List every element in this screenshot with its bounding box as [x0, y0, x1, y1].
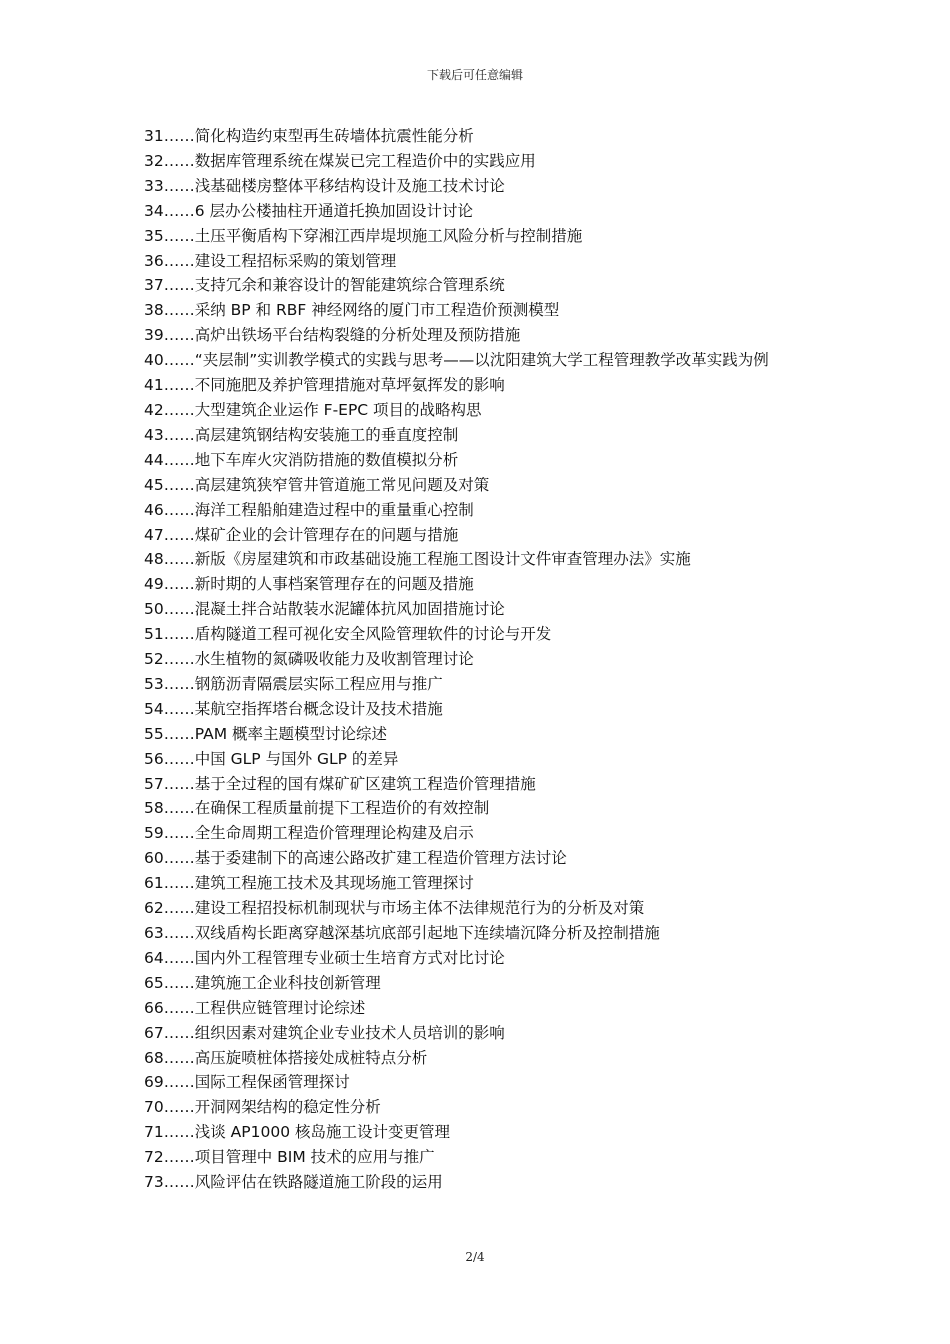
- list-item: [144, 398, 810, 423]
- entry-title: 基于全过程的国有煤矿矿区建筑工程造价管理措施: [194, 774, 536, 793]
- entry-separator: ……: [163, 301, 195, 320]
- list-item: [144, 896, 810, 921]
- entry-separator: ……: [163, 1123, 195, 1142]
- entry-title: 浅谈 AP1000 核岛施工设计变更管理: [194, 1123, 450, 1142]
- list-item: [144, 124, 810, 149]
- list-item: [144, 1070, 810, 1095]
- entry-separator: ……: [163, 400, 195, 419]
- list-item: [144, 722, 810, 747]
- entry-separator: ……: [163, 724, 195, 743]
- entry-title: 钢筋沥青隔震层实际工程应用与推广: [194, 674, 443, 693]
- list-item: [144, 747, 810, 772]
- entry-title: 6 层办公楼抽柱开通道托换加固设计讨论: [194, 201, 474, 220]
- entry-title: 采纳 BP 和 RBF 神经网络的厦门市工程造价预测模型: [194, 301, 560, 320]
- list-item: [144, 1145, 810, 1170]
- entry-title: 高压旋喷桩体搭接处成桩特点分析: [194, 1048, 428, 1067]
- entry-separator: ……: [163, 874, 195, 893]
- entry-number: 71: [144, 1123, 164, 1142]
- list-item: [144, 323, 810, 348]
- entry-separator: ……: [163, 127, 195, 145]
- list-item: [144, 572, 810, 597]
- entry-number: 73: [144, 1173, 164, 1192]
- entry-separator: ……: [163, 1048, 195, 1067]
- list-item: [144, 373, 810, 398]
- entry-separator: ……: [163, 326, 195, 345]
- entry-number: 68: [144, 1048, 164, 1067]
- list-item: [144, 1120, 810, 1145]
- entry-title: 数据库管理系统在煤炭已完工程造价中的实践应用: [194, 151, 536, 170]
- entry-separator: ……: [163, 276, 195, 295]
- entry-separator: ……: [163, 899, 195, 918]
- entry-number: 55: [144, 724, 164, 743]
- entry-separator: ……: [163, 600, 195, 619]
- entry-number: 59: [144, 824, 164, 843]
- entry-title: 支持冗余和兼容设计的智能建筑综合管理系统: [194, 276, 505, 295]
- entry-number: 54: [144, 699, 164, 718]
- entry-title: 不同施肥及养护管理措施对草坪氨挥发的影响: [194, 376, 505, 395]
- entry-number: 72: [144, 1148, 164, 1167]
- entry-list: [144, 124, 810, 1195]
- entry-title: 项目管理中 BIM 技术的应用与推广: [194, 1148, 435, 1167]
- entry-separator: ……: [163, 550, 195, 569]
- list-item: [144, 423, 810, 448]
- list-item: [144, 348, 810, 373]
- entry-title: 某航空指挥塔台概念设计及技术措施: [194, 699, 443, 718]
- entry-title: 在确保工程质量前提下工程造价的有效控制: [194, 799, 490, 818]
- entry-number: 47: [144, 525, 164, 544]
- list-item: [144, 697, 810, 722]
- entry-number: 40: [144, 351, 164, 370]
- entry-title: 基于委建制下的高速公路改扩建工程造价管理方法讨论: [194, 849, 567, 868]
- entry-separator: ……: [163, 1023, 195, 1042]
- entry-separator: ……: [163, 774, 195, 793]
- entry-number: 56: [144, 749, 164, 768]
- entry-separator: ……: [163, 998, 195, 1017]
- list-item: [144, 772, 810, 797]
- entry-title: 组织因素对建筑企业专业技术人员培训的影响: [194, 1023, 505, 1042]
- list-item: [144, 1095, 810, 1120]
- page-header: 下载后可任意编辑: [426, 68, 523, 82]
- list-item: [144, 498, 810, 523]
- entry-number: 31: [144, 127, 164, 145]
- entry-separator: ……: [163, 849, 195, 868]
- entry-number: 53: [144, 674, 164, 693]
- entry-number: 42: [144, 400, 164, 419]
- entry-separator: ……: [163, 674, 195, 693]
- entry-title: 新时期的人事档案管理存在的问题及措施: [194, 575, 474, 594]
- entry-number: 35: [144, 226, 164, 245]
- list-item: [144, 547, 810, 572]
- entry-title: PAM 概率主题模型讨论综述: [194, 724, 387, 743]
- entry-title: 大型建筑企业运作 F-EPC 项目的战略构思: [194, 400, 482, 419]
- entry-number: 44: [144, 450, 164, 469]
- list-item: [144, 622, 810, 647]
- list-item: [144, 224, 810, 249]
- list-item: [144, 249, 810, 274]
- entry-title: 土压平衡盾构下穿湘江西岸堤坝施工风险分析与控制措施: [194, 226, 583, 245]
- entry-number: 52: [144, 650, 164, 669]
- entry-number: 63: [144, 924, 164, 942]
- entry-number: 39: [144, 326, 164, 345]
- entry-title: 风险评估在铁路隧道施工阶段的运用: [194, 1173, 443, 1192]
- entry-title: 高层建筑狭窄管井管道施工常见问题及对策: [194, 475, 490, 494]
- entry-title: 国际工程保函管理探讨: [194, 1073, 350, 1092]
- entry-title: 双线盾构长距离穿越深基坑底部引起地下连续墙沉降分析及控制措施: [194, 924, 660, 942]
- list-item: [144, 846, 810, 871]
- entry-number: 43: [144, 425, 164, 444]
- entry-title: 建筑施工企业科技创新管理: [194, 973, 381, 992]
- entry-title: 水生植物的氮磷吸收能力及收割管理讨论: [194, 650, 474, 669]
- entry-number: 41: [144, 376, 164, 395]
- entry-number: 49: [144, 575, 164, 594]
- list-item: [144, 1170, 810, 1195]
- list-item: [144, 199, 810, 224]
- entry-title: 高层建筑钢结构安装施工的垂直度控制: [194, 425, 459, 444]
- entry-title: 开洞网架结构的稳定性分析: [194, 1098, 381, 1117]
- entry-number: 70: [144, 1098, 164, 1117]
- entry-title: 全生命周期工程造价管理理论构建及启示: [194, 824, 474, 843]
- entry-number: 64: [144, 948, 164, 967]
- entry-separator: ……: [163, 650, 195, 669]
- entry-title: 建设工程招标采购的策划管理: [194, 251, 397, 270]
- list-item: [144, 996, 810, 1021]
- entry-separator: ……: [163, 351, 195, 370]
- entry-title: 工程供应链管理讨论综述: [194, 998, 366, 1017]
- entry-separator: ……: [163, 1148, 195, 1167]
- entry-separator: ……: [163, 525, 195, 544]
- list-item: [144, 921, 810, 946]
- entry-number: 61: [144, 874, 164, 893]
- entry-separator: ……: [163, 176, 195, 195]
- list-item: [144, 971, 810, 996]
- entry-number: 58: [144, 799, 164, 818]
- entry-title: 煤矿企业的会计管理存在的问题与措施: [194, 525, 459, 544]
- entry-number: 60: [144, 849, 164, 868]
- list-item: [144, 647, 810, 672]
- entry-title: 简化构造约束型再生砖墙体抗震性能分析: [194, 127, 474, 145]
- entry-separator: ……: [163, 500, 195, 519]
- entry-separator: ……: [163, 475, 195, 494]
- entry-number: 67: [144, 1023, 164, 1042]
- list-item: [144, 298, 810, 323]
- entry-separator: ……: [163, 1098, 195, 1117]
- entry-number: 66: [144, 998, 164, 1017]
- entry-number: 69: [144, 1073, 164, 1092]
- list-item: [144, 448, 810, 473]
- entry-separator: ……: [163, 625, 195, 644]
- entry-title: 浅基础楼房整体平移结构设计及施工技术讨论: [194, 176, 505, 195]
- entry-number: 50: [144, 600, 164, 619]
- entry-separator: ……: [163, 749, 195, 768]
- entry-separator: ……: [163, 376, 195, 395]
- page-number: 2/4: [465, 1250, 485, 1264]
- entry-separator: ……: [163, 1173, 195, 1192]
- entry-separator: ……: [163, 1073, 195, 1092]
- entry-number: 36: [144, 251, 164, 270]
- entry-separator: ……: [163, 973, 195, 992]
- entry-title: 建筑工程施工技术及其现场施工管理探讨: [194, 874, 474, 893]
- entry-separator: ……: [163, 450, 195, 469]
- entry-title: 海洋工程船舶建造过程中的重量重心控制: [194, 500, 474, 519]
- list-item: [144, 946, 810, 971]
- entry-separator: ……: [163, 924, 195, 942]
- entry-separator: ……: [163, 799, 195, 818]
- list-item: [144, 821, 810, 846]
- entry-title: 高炉出铁场平台结构裂缝的分析处理及预防措施: [194, 326, 521, 345]
- list-item: [144, 149, 810, 174]
- list-item: [144, 871, 810, 896]
- entry-title: 盾构隧道工程可视化安全风险管理软件的讨论与开发: [194, 625, 552, 644]
- entry-title: 地下车库火灾消防措施的数值模拟分析: [194, 450, 459, 469]
- entry-separator: ……: [163, 151, 195, 170]
- entry-number: 57: [144, 774, 164, 793]
- entry-number: 32: [144, 151, 164, 170]
- entry-title: 混凝土拌合站散装水泥罐体抗风加固措施讨论: [194, 600, 505, 619]
- entry-number: 38: [144, 301, 164, 320]
- entry-number: 46: [144, 500, 164, 519]
- entry-number: 48: [144, 550, 164, 569]
- entry-separator: ……: [163, 948, 195, 967]
- entry-number: 45: [144, 475, 164, 494]
- entry-title: 国内外工程管理专业硕士生培育方式对比讨论: [194, 948, 505, 967]
- list-item: [144, 174, 810, 199]
- entry-number: 37: [144, 276, 164, 295]
- list-item: [144, 1046, 810, 1071]
- entry-number: 62: [144, 899, 164, 918]
- entry-separator: ……: [163, 425, 195, 444]
- list-item: [144, 597, 810, 622]
- entry-separator: ……: [163, 699, 195, 718]
- entry-title: 中国 GLP 与国外 GLP 的差异: [194, 749, 399, 768]
- list-item: [144, 796, 810, 821]
- entry-title: 新版《房屋建筑和市政基础设施工程施工图设计文件审查管理办法》实施: [194, 550, 691, 569]
- entry-separator: ……: [163, 226, 195, 245]
- list-item: [144, 273, 810, 298]
- entry-separator: ……: [163, 201, 195, 220]
- entry-title: “夹层制”实训教学模式的实践与思考——以沈阳建筑大学工程管理教学改革实践为例: [194, 351, 769, 370]
- entry-number: 33: [144, 176, 164, 195]
- entry-number: 65: [144, 973, 164, 992]
- entry-separator: ……: [163, 251, 195, 270]
- entry-title: 建设工程招投标机制现状与市场主体不法律规范行为的分析及对策: [194, 899, 645, 918]
- entry-separator: ……: [163, 824, 195, 843]
- list-item: [144, 672, 810, 697]
- list-item: [144, 523, 810, 548]
- entry-number: 34: [144, 201, 164, 220]
- list-item: [144, 1021, 810, 1046]
- list-item: [144, 473, 810, 498]
- entry-separator: ……: [163, 575, 195, 594]
- entry-number: 51: [144, 625, 164, 644]
